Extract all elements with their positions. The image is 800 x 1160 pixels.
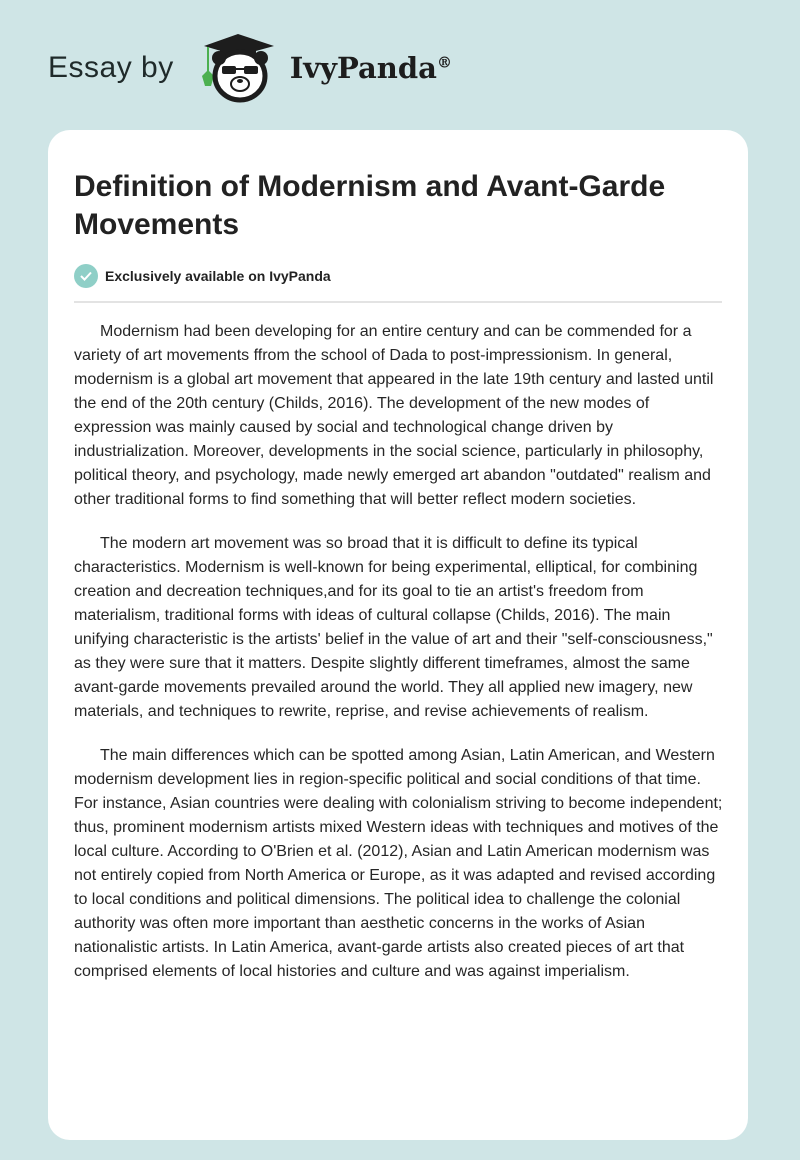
check-circle-icon	[74, 264, 98, 288]
divider	[74, 301, 722, 303]
page-title: Definition of Modernism and Avant-Garde Movements	[74, 170, 666, 241]
brand-name[interactable]	[290, 51, 452, 85]
essay-body	[74, 320, 728, 1004]
paragraph: Modernism had been developing for an entire century and can be commended for a variety of art movements ffrom the school of Dada to post-impressionism. In general, modernism is a global art movement that appeared in the late 19th century and lasted until the end of the 20th century (Childs, 2016). The development of the new modes of expression was mainly caused by social and technological change driven by industrialization. Moreover, developments in the social science, particularly in philosophy, political theory, and psychology, made newly emerged art abandon "outdated" realism and other traditional forms to find something that will better reflect modern societies.	[74, 323, 714, 508]
badge-label: Exclusively available on IvyPanda	[105, 268, 331, 284]
registered-mark: ®	[436, 53, 452, 72]
essay-card	[48, 130, 748, 1140]
exclusive-badge	[74, 264, 331, 288]
site-header	[48, 32, 452, 104]
brand-text: IvyPanda	[289, 51, 437, 85]
ivypanda-logo-icon[interactable]	[194, 32, 280, 104]
essay-by-label: Essay by	[48, 51, 174, 84]
paragraph: The main differences which can be spotted among Asian, Latin American, and Western modernism development lies in region-specific political and social conditions of that time. For instance, Asian countries were dealing with colonialism striving to become independent; thus, prominent modernism artists mixed Western ideas with techniques and motives of the local culture. According to O'Brien et al. (2012), Asian and Latin American modernism was not entirely copied from North America or Europe, as it was adapted and revised according to local conditions and political dimensions. The political idea to challenge the colonial authority was often more important than aesthetic concerns in the works of Asian nationalistic artists. In Latin America, avant-garde artists also created pieces of art that comprised elements of local histories and culture and was against imperialism.	[74, 747, 723, 980]
paragraph: The modern art movement was so broad that it is difficult to define its typical characteristics. Modernism is well-known for being experimental, elliptical, for combining creation and decreation techniques,and for its goal to tie an artist's freedom from materialism, traditional forms with ideas of cultural collapse (Childs, 2016). The main unifying characteristic is the artists' belief in the value of art and their "self-consciousness," as they were sure that it matters. Despite slightly different timeframes, almost the same avant-garde movements prevailed around the world. They all applied new imagery, new materials, and techniques to rewrite, reprise, and revise achievements of realism.	[74, 535, 713, 720]
